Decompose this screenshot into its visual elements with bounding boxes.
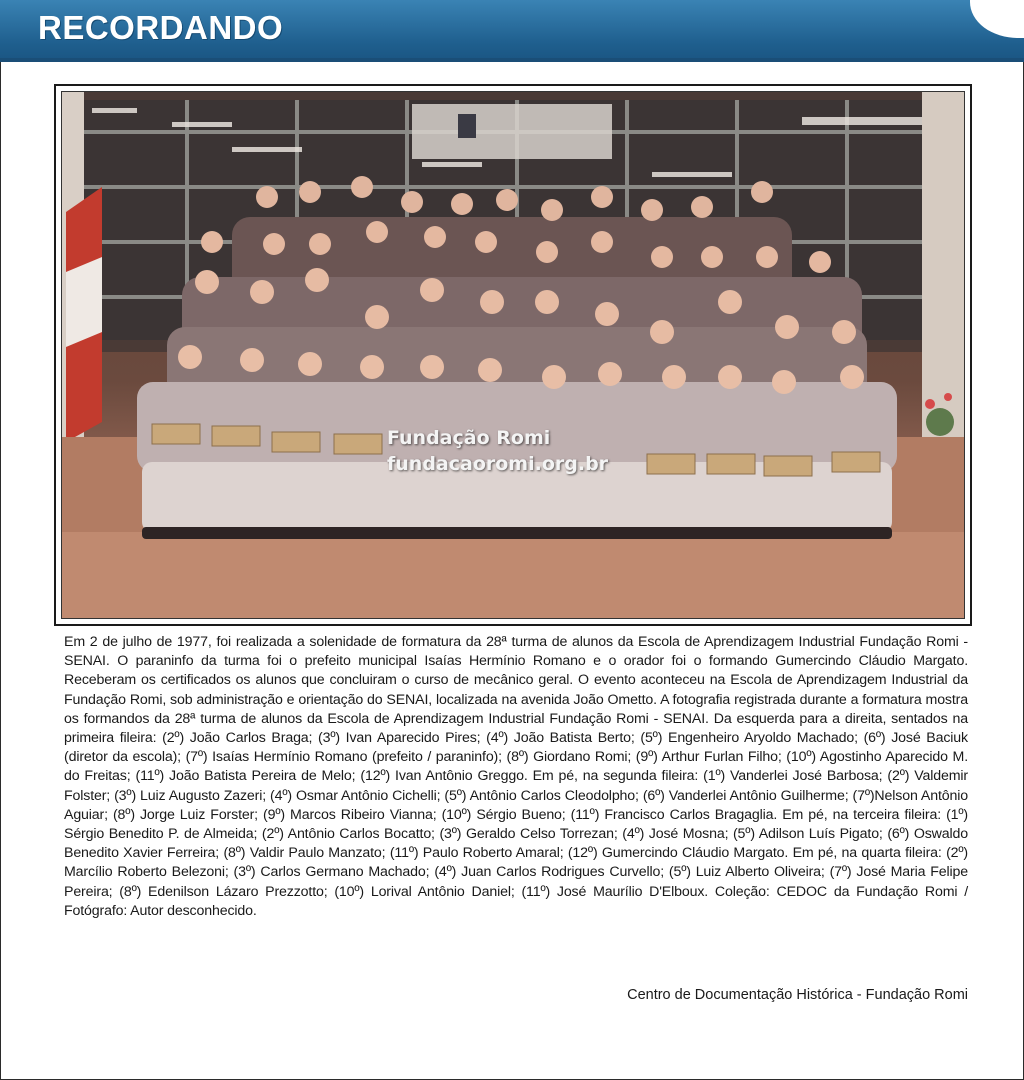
credit-line: Centro de Documentação Histórica - Fundação Romi bbox=[627, 987, 968, 1003]
graduation-photo bbox=[61, 91, 965, 619]
photo-caption: Em 2 de julho de 1977, foi realizada a solenidade de formatura da 28ª turma de alunos da Escola de Aprendizagem Industrial Fundação Romi - SENAI. O paraninfo da turma foi o prefeito municipal Isaías Hermínio Romano e o orador foi o formando Gumercindo Cláudio Margato. Receberam os certificados os alunos que concluiram o curso de mecânico geral. O evento aconteceu na Escola de Aprendizagem Industrial da Fundação Romi, sob administração e orientação do SENAI, localizada na avenida João Ometto. A fotografia registrada durante a formatura mostra os formandos da 28ª turma de alunos da Escola de Aprendizagem Industrial Fundação Romi - SENAI. Da esquerda para a direita, sentados na primeira fileira: (2º) João Carlos Braga; (3º) Ivan Aparecido Pires; (4º) João Batista Berto; (5º) Engenheiro Aryoldo Machado; (6º) José Baciuk (diretor da escola); (7º) Isaías Hermínio Romano (prefeito / paraninfo); (8º) Giordano Romi; (9º) Arthur Furlan Filho; (10º) Agostinho Aparecido M. do Freitas; (11º) João Batista Pereira de Melo; (12º) Ivan Antônio Greggo. Em pé, na segunda fileira: (1º) Vanderlei José Barbosa; (2º) Valdemir Folster; (3º) Luiz Augusto Zazeri; (4º) Osmar Antônio Cichelli; (5º) Antônio Carlos Cleodolpho; (6º) Vanderlei Antônio Guilherme; (7º)Nelson Antônio Aguiar; (8º) Jorge Luiz Forster; (9º) Marcos Ribeiro Vianna; (10º) Sérgio Bueno; (11º) Francisco Carlos Bragaglia. Em pé, na terceira fileira: (1º) Sérgio Benedito P. de Almeida; (2º) Antônio Carlos Bocatto; (3º) Geraldo Celso Torrezan; (4º) José Mosna; (5º) Adilson Luís Pigato; (6º) Oswaldo Benedito Xavier Ferreira; (8º) Valdir Paulo Manzato; (11º) Paulo Roberto Amaral; (12º) Gumercindo Cláudio Margato. Em pé, na quarta fileira: (2º) Marcílio Roberto Belezoni; (3º) Carlos Germano Machado; (4º) Juan Carlos Rodrigues Curvello; (5º) Luiz Alberto Oliveira; (7º) José Maria Felipe Pereira; (8º) Edenilson Lázaro Prezzotto; (10º) Lorival Antônio Daniel; (11º) José Maurílio D'Elboux. Coleção: CEDOC da Fundação Romi / Fotógrafo: Autor desconhecido. bbox=[64, 634, 968, 919]
header-title: RECORDANDO bbox=[38, 9, 284, 46]
photo-watermark-name: Fundação Romi bbox=[387, 427, 551, 449]
header-corner-curve bbox=[970, 0, 1024, 38]
header-rule bbox=[0, 58, 1024, 62]
photo-watermark-url: fundacaoromi.org.br bbox=[387, 453, 609, 475]
section-header bbox=[0, 0, 1024, 62]
photo-frame bbox=[54, 84, 972, 626]
photo-illustration bbox=[62, 92, 964, 618]
